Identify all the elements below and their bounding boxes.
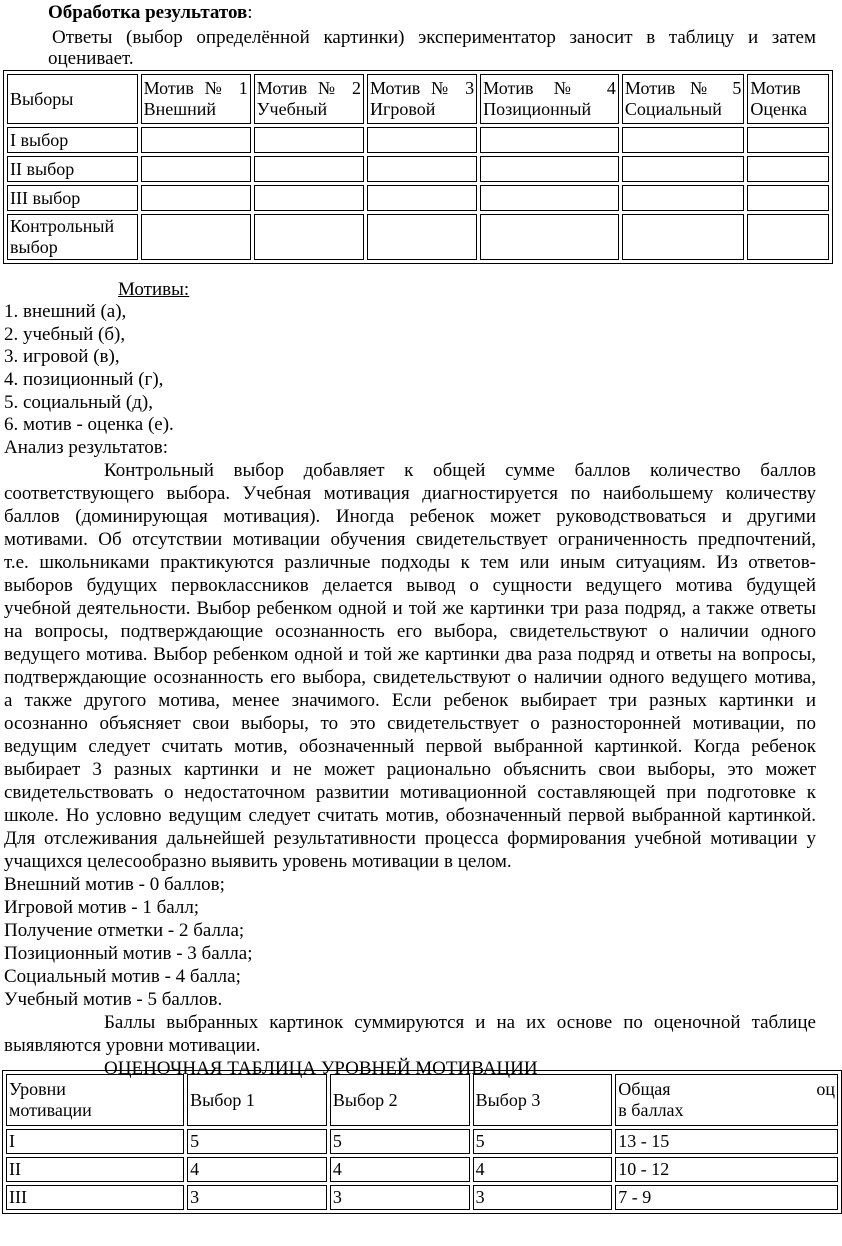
value-cell: 4 bbox=[187, 1157, 327, 1182]
value-cell: 4 bbox=[330, 1157, 470, 1182]
choices-table bbox=[3, 70, 833, 264]
list-item: 5. социальный (д), bbox=[4, 392, 153, 413]
score-item: Социальный мотив - 4 балла; bbox=[4, 966, 241, 987]
value-cell: 5 bbox=[330, 1129, 470, 1154]
paragraph-line: баллов (доминирующая мотивация). Иногда ребенок может руководствоваться и другими bbox=[4, 506, 816, 527]
table-row bbox=[6, 1185, 838, 1210]
table-row bbox=[7, 156, 829, 182]
level-cell: I bbox=[6, 1129, 184, 1154]
header-total: Общая оц в баллах bbox=[615, 1074, 838, 1126]
paragraph-line: Для отслеживания дальнейшей результативности процесса формирования учебной мотивации у bbox=[4, 828, 816, 849]
paragraph-line: осознанно объясняет свои выборы, то это свидетельствует о разносторонней мотивации, по bbox=[4, 713, 816, 734]
paragraph-line: выбирает 3 разных картинки и не может рационально объяснить свои выборы, это может bbox=[4, 759, 816, 780]
level-cell: II bbox=[6, 1157, 184, 1182]
levels-table-header bbox=[6, 1074, 838, 1126]
paragraph-line: Контрольный выбор добавляет к общей сумме баллов количество баллов bbox=[104, 460, 816, 481]
list-item: 6. мотив - оценка (е). bbox=[4, 414, 174, 435]
paragraph-line: т.е. школьниками практикуются различные подходы к тем или иным ситуациям. Из ответов- bbox=[4, 552, 816, 573]
value-cell: 4 bbox=[473, 1157, 613, 1182]
paragraph-line: свидетельствовать о недостаточном развитии мотивационной составляющей при подготовке к bbox=[4, 782, 816, 803]
table-row bbox=[6, 1129, 838, 1154]
value-cell: 3 bbox=[187, 1185, 327, 1210]
motives-title: Мотивы: bbox=[118, 279, 190, 300]
score-item: Учебный мотив - 5 баллов. bbox=[4, 989, 223, 1010]
header-motive-1: Мотив № 1 Внешний bbox=[141, 74, 251, 124]
levels-table bbox=[2, 1070, 842, 1214]
value-cell: 3 bbox=[473, 1185, 613, 1210]
header-choice-3: Выбор 3 bbox=[473, 1074, 613, 1126]
row-label: III выбор bbox=[7, 185, 138, 211]
header-motive-3: Мотив № 3 Игровой bbox=[367, 74, 477, 124]
score-item: Позиционный мотив - 3 балла; bbox=[4, 943, 253, 964]
level-cell: III bbox=[6, 1185, 184, 1210]
paragraph-line: подтверждающие осознанность его выбора, свидетельствуют о наличии одного ведущего мотива, bbox=[4, 667, 816, 688]
header-choices: Выборы bbox=[7, 74, 138, 124]
paragraph-line: школе. Но условно ведущим следует считать мотив, обозначенный первой выбранной картинкой. bbox=[4, 805, 816, 826]
title-colon: : bbox=[247, 2, 253, 23]
total-cell: 7 - 9 bbox=[615, 1185, 838, 1210]
analysis-title: Анализ результатов: bbox=[4, 437, 169, 458]
list-item: 3. игровой (в), bbox=[4, 346, 120, 367]
score-item: Игровой мотив - 1 балл; bbox=[4, 897, 200, 918]
table-row bbox=[7, 127, 829, 153]
paragraph-line: выборов будущих первоклассников делается вывод о сущности ведущего мотива будущей bbox=[4, 575, 816, 596]
header-motive-5: Мотив № 5 Социальный bbox=[622, 74, 744, 124]
header-motive-2: Мотив № 2 Учебный bbox=[254, 74, 364, 124]
header-motive-6: Мотив Оценка bbox=[747, 74, 829, 124]
list-item: 2. учебный (б), bbox=[4, 324, 126, 345]
header-choice-2: Выбор 2 bbox=[330, 1074, 470, 1126]
section-title: Обработка результатов bbox=[48, 2, 248, 23]
header-choice-1: Выбор 1 bbox=[187, 1074, 327, 1126]
value-cell: 3 bbox=[330, 1185, 470, 1210]
header-motive-4: Мотив № 4 Позиционный bbox=[480, 74, 619, 124]
summary-line: Баллы выбранных картинок суммируются и на их основе по оценочной таблице bbox=[104, 1012, 816, 1033]
row-label: I выбор bbox=[7, 127, 138, 153]
header-levels: Уровни мотивации bbox=[6, 1074, 184, 1126]
summary-line: выявляются уровни мотивации. bbox=[4, 1035, 261, 1056]
row-label: II выбор bbox=[7, 156, 138, 182]
paragraph-line: мотивами. Об отсутствии мотивации обучения свидетельствует ограниченность предпочтений, bbox=[4, 529, 816, 550]
paragraph-line: ведущим следует считать мотив, обозначенный первой выбранной картинкой. Когда ребенок bbox=[4, 736, 816, 757]
choices-table-header bbox=[7, 74, 829, 124]
score-item: Внешний мотив - 0 баллов; bbox=[4, 874, 225, 895]
paragraph-line: учащихся целесообразно выявить уровень мотивации в целом. bbox=[4, 851, 512, 872]
score-item: Получение отметки - 2 балла; bbox=[4, 920, 245, 941]
list-item: 4. позиционный (г), bbox=[4, 369, 164, 390]
table-row bbox=[7, 214, 829, 260]
row-label: Контрольный выбор bbox=[7, 214, 138, 260]
intro-line-1: Ответы (выбор определённой картинки) экспериментатор заносит в таблицу и затем bbox=[52, 27, 816, 48]
value-cell: 5 bbox=[187, 1129, 327, 1154]
table-row bbox=[7, 185, 829, 211]
table2-title: ОЦЕНОЧНАЯ ТАБЛИЦА УРОВНЕЙ МОТИВАЦИИ bbox=[104, 1058, 538, 1079]
section-title-line bbox=[48, 2, 253, 24]
paragraph-line: учебной деятельности. Выбор ребенком одной и той же картинки три раза подряд, а также ответы bbox=[4, 598, 816, 619]
list-item: 1. внешний (а), bbox=[4, 301, 127, 322]
paragraph-line: соответствующего выбора. Учебная мотивация диагностируется по наибольшему количеству bbox=[4, 483, 816, 504]
paragraph-line: ведущего мотива. Выбор ребенком одной и той же картинки два раза подряд и ответы на вопросы, bbox=[4, 644, 816, 665]
value-cell: 5 bbox=[473, 1129, 613, 1154]
paragraph-line: на вопросы, подтверждающие осознанность его выбора, свидетельствуют о наличии одного bbox=[4, 621, 816, 642]
total-cell: 13 - 15 bbox=[615, 1129, 838, 1154]
intro-line-2: оценивает. bbox=[48, 48, 134, 69]
total-cell: 10 - 12 bbox=[615, 1157, 838, 1182]
table-row bbox=[6, 1157, 838, 1182]
paragraph-line: а также другого мотива, менее значимого. Если ребенок выбирает три разных картинки и bbox=[4, 690, 816, 711]
